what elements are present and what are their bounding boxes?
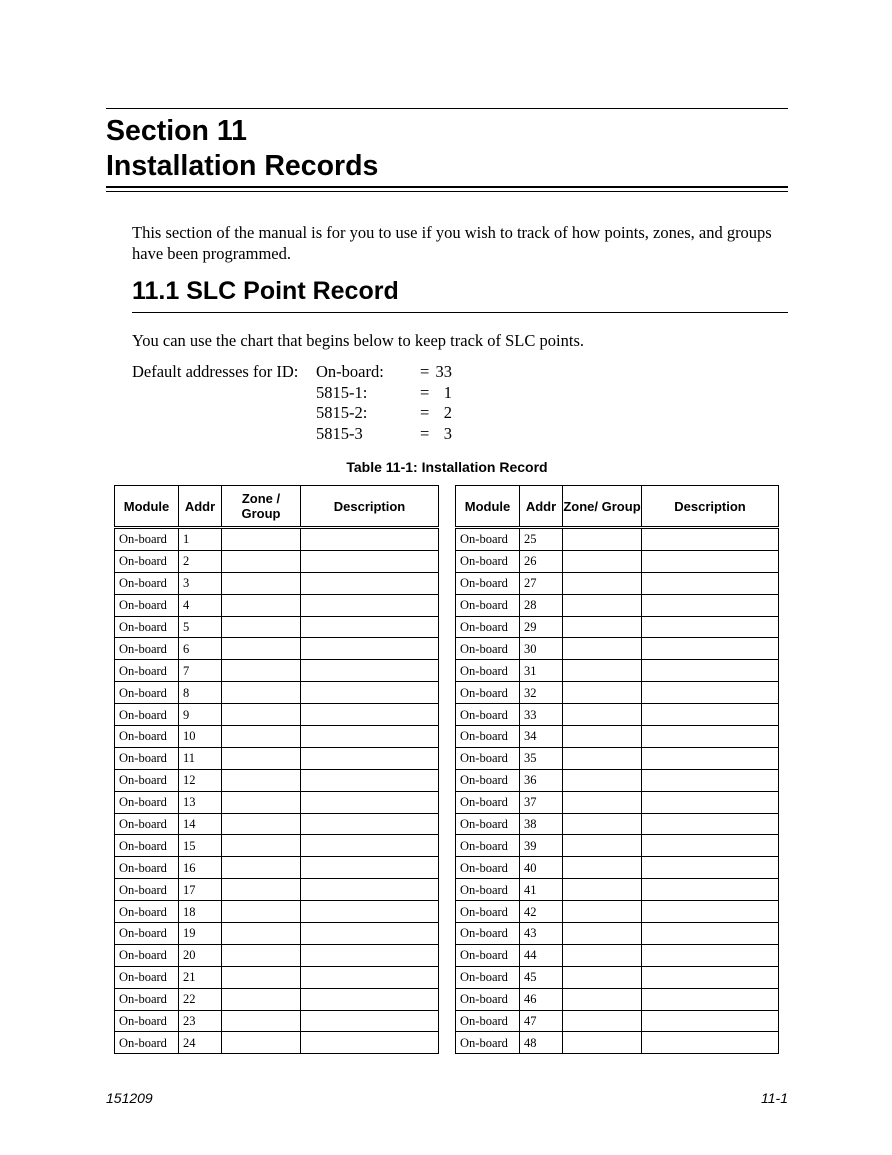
module-cell: On-board — [115, 879, 179, 901]
addr-cell: 30 — [520, 638, 563, 660]
table-row — [115, 660, 439, 682]
zone-group-cell — [563, 704, 642, 726]
default-address-name: 5815-1: — [316, 382, 368, 402]
title-double-rule — [106, 186, 788, 192]
module-cell: On-board — [456, 528, 520, 551]
zone-group-cell — [222, 901, 301, 923]
table-row — [115, 572, 439, 594]
default-address-equals: = — [420, 423, 430, 443]
addr-cell: 13 — [179, 791, 222, 813]
addr-cell: 11 — [179, 747, 222, 769]
table-header-row — [456, 486, 779, 528]
description-cell — [301, 988, 439, 1010]
module-cell: On-board — [456, 704, 520, 726]
table-row — [456, 835, 779, 857]
table-row — [115, 813, 439, 835]
header-zone-group: Zone / Group — [222, 486, 301, 528]
zone-group-cell — [222, 550, 301, 572]
module-cell: On-board — [456, 594, 520, 616]
default-address-equals: = — [420, 403, 430, 422]
table-row — [115, 1010, 439, 1032]
table-row — [456, 747, 779, 769]
zone-group-cell — [222, 704, 301, 726]
zone-group-cell — [563, 550, 642, 572]
module-cell: On-board — [456, 857, 520, 879]
addr-cell: 20 — [179, 944, 222, 966]
zone-group-cell — [222, 879, 301, 901]
module-cell: On-board — [115, 616, 179, 638]
addr-cell: 42 — [520, 901, 563, 923]
module-cell: On-board — [115, 944, 179, 966]
table-row — [115, 791, 439, 813]
default-address-value: 33 — [435, 362, 452, 381]
table-row — [456, 682, 779, 704]
addr-cell: 9 — [179, 704, 222, 726]
section-name: Installation Records — [106, 150, 379, 182]
addr-cell: 27 — [520, 572, 563, 594]
table-row — [115, 704, 439, 726]
module-cell: On-board — [115, 682, 179, 704]
module-cell: On-board — [456, 638, 520, 660]
table-row — [115, 857, 439, 879]
zone-group-cell — [222, 988, 301, 1010]
subsection-title: 11.1 SLC Point Record — [132, 277, 399, 305]
zone-group-cell — [563, 879, 642, 901]
addr-cell: 26 — [520, 550, 563, 572]
addr-cell: 15 — [179, 835, 222, 857]
addr-cell: 10 — [179, 726, 222, 748]
addr-cell: 4 — [179, 594, 222, 616]
description-cell — [301, 791, 439, 813]
zone-group-cell — [222, 726, 301, 748]
addr-cell: 24 — [179, 1032, 222, 1054]
table-row — [115, 747, 439, 769]
addr-cell: 7 — [179, 660, 222, 682]
description-cell — [642, 616, 779, 638]
addr-cell: 36 — [520, 769, 563, 791]
module-cell: On-board — [456, 1032, 520, 1054]
addr-cell: 14 — [179, 813, 222, 835]
addr-cell: 19 — [179, 923, 222, 945]
table-row — [115, 769, 439, 791]
table-row — [456, 704, 779, 726]
table-row — [456, 923, 779, 945]
description-cell — [642, 901, 779, 923]
addr-cell: 34 — [520, 726, 563, 748]
zone-group-cell — [222, 660, 301, 682]
module-cell: On-board — [456, 682, 520, 704]
table-row — [456, 857, 779, 879]
zone-group-cell — [222, 813, 301, 835]
module-cell: On-board — [115, 988, 179, 1010]
module-cell: On-board — [456, 835, 520, 857]
table-row — [456, 879, 779, 901]
addr-cell: 31 — [520, 660, 563, 682]
description-cell — [642, 572, 779, 594]
zone-group-cell — [563, 923, 642, 945]
zone-group-cell — [563, 638, 642, 660]
addr-cell: 48 — [520, 1032, 563, 1054]
description-cell — [301, 594, 439, 616]
zone-group-cell — [563, 901, 642, 923]
installation-record-table-left — [114, 485, 439, 1054]
module-cell: On-board — [115, 1010, 179, 1032]
table-row — [456, 550, 779, 572]
addr-cell: 6 — [179, 638, 222, 660]
default-address-equals: = — [420, 382, 430, 402]
table-row — [115, 835, 439, 857]
addr-cell: 22 — [179, 988, 222, 1010]
description-cell — [301, 944, 439, 966]
table-row — [115, 988, 439, 1010]
default-address-equals: = — [420, 362, 430, 381]
addr-cell: 8 — [179, 682, 222, 704]
table-row — [456, 616, 779, 638]
description-cell — [301, 966, 439, 988]
addr-cell: 38 — [520, 813, 563, 835]
description-cell — [642, 682, 779, 704]
zone-group-cell — [563, 769, 642, 791]
header-module: Module — [115, 486, 179, 528]
addr-cell: 44 — [520, 944, 563, 966]
table-row — [115, 901, 439, 923]
zone-group-cell — [222, 594, 301, 616]
table-row — [115, 550, 439, 572]
table-row — [115, 879, 439, 901]
addr-cell: 2 — [179, 550, 222, 572]
addr-cell: 23 — [179, 1010, 222, 1032]
table-row — [115, 726, 439, 748]
section-title — [106, 114, 788, 184]
module-cell: On-board — [115, 1032, 179, 1054]
table-row — [115, 638, 439, 660]
description-cell — [642, 704, 779, 726]
default-address-name: On-board: — [316, 362, 384, 381]
zone-group-cell — [222, 966, 301, 988]
description-cell — [301, 682, 439, 704]
default-addresses-list — [316, 362, 476, 444]
zone-group-cell — [222, 769, 301, 791]
zone-group-cell — [222, 572, 301, 594]
table-row — [456, 901, 779, 923]
module-cell: On-board — [115, 726, 179, 748]
addr-cell: 3 — [179, 572, 222, 594]
default-address-row — [316, 362, 476, 383]
addr-cell: 18 — [179, 901, 222, 923]
table-row — [115, 944, 439, 966]
table-row — [456, 966, 779, 988]
default-address-name: 5815-3 — [316, 423, 363, 443]
header-zone-group: Zone/ Group — [563, 486, 642, 528]
module-cell: On-board — [115, 638, 179, 660]
table-row — [115, 616, 439, 638]
zone-group-cell — [563, 528, 642, 551]
addr-cell: 32 — [520, 682, 563, 704]
addr-cell: 43 — [520, 923, 563, 945]
description-cell — [642, 857, 779, 879]
description-cell — [301, 704, 439, 726]
table-row — [456, 660, 779, 682]
table-row — [456, 726, 779, 748]
zone-group-cell — [222, 944, 301, 966]
module-cell: On-board — [456, 879, 520, 901]
description-cell — [301, 616, 439, 638]
module-cell: On-board — [115, 901, 179, 923]
description-cell — [301, 901, 439, 923]
footer-doc-number: 151209 — [106, 1090, 153, 1106]
description-cell — [642, 1010, 779, 1032]
default-address-value: 3 — [443, 423, 452, 443]
table-row — [456, 813, 779, 835]
module-cell: On-board — [456, 944, 520, 966]
zone-group-cell — [222, 682, 301, 704]
table-row — [456, 572, 779, 594]
module-cell: On-board — [115, 791, 179, 813]
zone-group-cell — [222, 528, 301, 551]
description-cell — [301, 660, 439, 682]
module-cell: On-board — [115, 594, 179, 616]
table-row — [456, 528, 779, 551]
table-row — [115, 966, 439, 988]
module-cell: On-board — [115, 528, 179, 551]
track-paragraph: You can use the chart that begins below to keep track of SLC points. — [132, 331, 584, 350]
module-cell: On-board — [456, 923, 520, 945]
addr-cell: 17 — [179, 879, 222, 901]
module-cell: On-board — [115, 769, 179, 791]
zone-group-cell — [222, 747, 301, 769]
description-cell — [301, 923, 439, 945]
module-cell: On-board — [456, 1010, 520, 1032]
description-cell — [642, 1032, 779, 1054]
header-description: Description — [642, 486, 779, 528]
table-row — [115, 923, 439, 945]
table-caption: Table 11-1: Installation Record — [346, 459, 548, 475]
addr-cell: 1 — [179, 528, 222, 551]
module-cell: On-board — [115, 747, 179, 769]
addr-cell: 5 — [179, 616, 222, 638]
section-number: Section 11 — [106, 115, 247, 147]
module-cell: On-board — [456, 988, 520, 1010]
default-addresses-label: Default addresses for ID: — [132, 362, 299, 381]
addr-cell: 25 — [520, 528, 563, 551]
description-cell — [642, 923, 779, 945]
module-cell: On-board — [115, 966, 179, 988]
table-row — [115, 1032, 439, 1054]
addr-cell: 46 — [520, 988, 563, 1010]
addr-cell: 47 — [520, 1010, 563, 1032]
table-row — [456, 594, 779, 616]
zone-group-cell — [563, 813, 642, 835]
zone-group-cell — [222, 835, 301, 857]
intro-paragraph: This section of the manual is for you to use if you wish to track of how points, zones, and groups have been programmed. — [132, 223, 772, 263]
top-rule — [106, 108, 788, 109]
installation-record-table-right — [455, 485, 779, 1054]
zone-group-cell — [222, 791, 301, 813]
description-cell — [642, 791, 779, 813]
header-addr: Addr — [520, 486, 563, 528]
default-address-value: 1 — [443, 382, 452, 402]
addr-cell: 39 — [520, 835, 563, 857]
table-row — [456, 944, 779, 966]
description-cell — [301, 769, 439, 791]
zone-group-cell — [222, 857, 301, 879]
zone-group-cell — [563, 857, 642, 879]
description-cell — [301, 572, 439, 594]
table-row — [456, 988, 779, 1010]
zone-group-cell — [563, 944, 642, 966]
module-cell: On-board — [456, 813, 520, 835]
module-cell: On-board — [456, 550, 520, 572]
module-cell: On-board — [456, 966, 520, 988]
description-cell — [642, 528, 779, 551]
description-cell — [301, 879, 439, 901]
description-cell — [642, 747, 779, 769]
module-cell: On-board — [456, 901, 520, 923]
header-module: Module — [456, 486, 520, 528]
description-cell — [642, 660, 779, 682]
description-cell — [301, 1010, 439, 1032]
addr-cell: 33 — [520, 704, 563, 726]
zone-group-cell — [563, 616, 642, 638]
footer-page-number: 11-1 — [761, 1090, 788, 1106]
description-cell — [301, 638, 439, 660]
zone-group-cell — [563, 660, 642, 682]
table-row — [456, 769, 779, 791]
default-address-name: 5815-2: — [316, 403, 368, 422]
table-row — [456, 1010, 779, 1032]
description-cell — [642, 944, 779, 966]
addr-cell: 40 — [520, 857, 563, 879]
description-cell — [642, 726, 779, 748]
module-cell: On-board — [456, 726, 520, 748]
table-row — [456, 1032, 779, 1054]
description-cell — [642, 638, 779, 660]
zone-group-cell — [563, 682, 642, 704]
addr-cell: 12 — [179, 769, 222, 791]
table-row — [115, 528, 439, 551]
header-description: Description — [301, 486, 439, 528]
addr-cell: 28 — [520, 594, 563, 616]
description-cell — [301, 813, 439, 835]
table-row — [456, 791, 779, 813]
module-cell: On-board — [115, 704, 179, 726]
zone-group-cell — [563, 726, 642, 748]
module-cell: On-board — [456, 769, 520, 791]
module-cell: On-board — [456, 660, 520, 682]
addr-cell: 35 — [520, 747, 563, 769]
zone-group-cell — [563, 988, 642, 1010]
table-row — [456, 638, 779, 660]
description-cell — [642, 835, 779, 857]
description-cell — [642, 550, 779, 572]
zone-group-cell — [563, 594, 642, 616]
description-cell — [301, 550, 439, 572]
description-cell — [301, 528, 439, 551]
module-cell: On-board — [456, 616, 520, 638]
description-cell — [301, 747, 439, 769]
description-cell — [642, 813, 779, 835]
zone-group-cell — [222, 638, 301, 660]
zone-group-cell — [222, 1032, 301, 1054]
description-cell — [642, 879, 779, 901]
module-cell: On-board — [115, 550, 179, 572]
zone-group-cell — [563, 747, 642, 769]
table-row — [115, 594, 439, 616]
addr-cell: 29 — [520, 616, 563, 638]
module-cell: On-board — [115, 813, 179, 835]
zone-group-cell — [563, 835, 642, 857]
addr-cell: 37 — [520, 791, 563, 813]
zone-group-cell — [222, 616, 301, 638]
description-cell — [642, 966, 779, 988]
addr-cell: 16 — [179, 857, 222, 879]
default-address-value: 2 — [443, 403, 452, 422]
zone-group-cell — [222, 923, 301, 945]
description-cell — [301, 857, 439, 879]
description-cell — [642, 988, 779, 1010]
module-cell: On-board — [115, 572, 179, 594]
module-cell: On-board — [456, 791, 520, 813]
zone-group-cell — [563, 1032, 642, 1054]
module-cell: On-board — [115, 923, 179, 945]
zone-group-cell — [222, 1010, 301, 1032]
description-cell — [301, 1032, 439, 1054]
addr-cell: 21 — [179, 966, 222, 988]
zone-group-cell — [563, 966, 642, 988]
header-addr: Addr — [179, 486, 222, 528]
module-cell: On-board — [115, 857, 179, 879]
module-cell: On-board — [456, 572, 520, 594]
zone-group-cell — [563, 791, 642, 813]
subsection-rule — [132, 312, 788, 313]
description-cell — [642, 594, 779, 616]
default-address-row — [316, 403, 476, 424]
addr-cell: 41 — [520, 879, 563, 901]
description-cell — [301, 835, 439, 857]
module-cell: On-board — [115, 835, 179, 857]
zone-group-cell — [563, 1010, 642, 1032]
zone-group-cell — [563, 572, 642, 594]
table-header-row — [115, 486, 439, 528]
module-cell: On-board — [115, 660, 179, 682]
description-cell — [642, 769, 779, 791]
default-address-row — [316, 383, 476, 404]
description-cell — [301, 726, 439, 748]
table-row — [115, 682, 439, 704]
default-address-row — [316, 424, 476, 445]
addr-cell: 45 — [520, 966, 563, 988]
module-cell: On-board — [456, 747, 520, 769]
